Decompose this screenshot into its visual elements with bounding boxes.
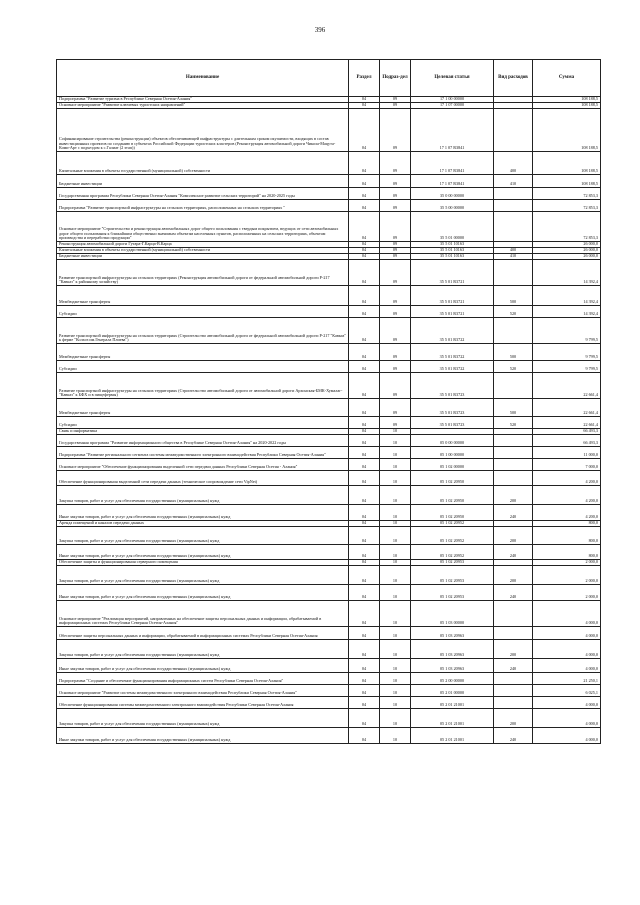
table-row [57,659,601,673]
table-row [57,459,601,471]
cell-subsection: 10 [380,471,411,486]
cell-subsection: 10 [380,697,411,709]
cell-subsection: 09 [380,109,411,152]
cell-target-item: 35 0 00 00000 [411,188,494,200]
cell-name: Межбюджетные трансферты [57,286,349,306]
cell-target-item: 05 1 02 20952 [411,527,494,545]
cell-subsection: 10 [380,673,411,685]
cell-subsection: 09 [380,188,411,200]
table-row [57,306,601,318]
table-row [57,286,601,306]
cell-section: 04 [349,659,380,673]
cell-target-item: 35 5 01 R3721 [411,306,494,318]
cell-expense-type [494,697,533,709]
page-number: 396 [314,26,326,34]
cell-expense-type: 200 [494,640,533,659]
cell-target-item: 05 1 02 20950 [411,505,494,521]
cell-target-item: 35 5 01 R3723 [411,399,494,417]
cell-subsection: 09 [380,212,411,242]
table-row [57,673,601,685]
cell-section: 04 [349,254,380,260]
cell-expense-type [494,685,533,697]
cell-subsection: 10 [380,585,411,601]
cell-subsection: 10 [380,566,411,585]
cell-section: 04 [349,697,380,709]
cell-section: 04 [349,640,380,659]
cell-expense-type [494,212,533,242]
cell-target-item: 05 1 02 20953 [411,585,494,601]
cell-subsection: 10 [380,447,411,459]
cell-section: 04 [349,399,380,417]
cell-amount: 800,0 [533,521,601,527]
cell-name: Развитие транспортной инфраструктуры на сельских территориях (Реконструкция автомобильной дороги от федеральной автомобильной дороги Р-217 "Кавказ" к районному хозяйству) [57,260,349,286]
table-row [57,373,601,399]
cell-section: 04 [349,286,380,306]
header-section: Раздел [349,60,380,97]
cell-amount: 4 000,0 [533,697,601,709]
cell-name: Основное мероприятие "Развитие ключевых туристских направлений" [57,103,349,109]
header-target-item: Целевая статья [411,60,494,97]
cell-expense-type [494,200,533,212]
cell-subsection: 09 [380,152,411,175]
cell-target-item: 05 1 02 20950 [411,486,494,505]
table-row [57,212,601,242]
cell-target-item: 17 1 07 R3841 [411,175,494,188]
cell-expense-type: 520 [494,417,533,429]
cell-expense-type [494,447,533,459]
cell-target-item: 05 1 03 20963 [411,627,494,640]
cell-subsection: 09 [380,344,411,361]
cell-subsection: 10 [380,429,411,435]
cell-target-item: 35 5 01 10163 [411,242,494,248]
cell-section: 04 [349,527,380,545]
table-row [57,685,601,697]
cell-section: 04 [349,242,380,248]
table-row [57,709,601,728]
cell-name: Иные закупки товаров, работ и услуг для обеспечения государственных (муниципальных) нужд [57,505,349,521]
cell-name: Бюджетные инвестиции [57,175,349,188]
cell-amount: 4 200,0 [533,505,601,521]
cell-expense-type [494,109,533,152]
cell-section: 04 [349,97,380,103]
table-row [57,152,601,175]
cell-section: 04 [349,435,380,447]
table-row [57,471,601,486]
cell-subsection: 09 [380,361,411,373]
cell-subsection: 10 [380,659,411,673]
cell-amount: 72 853,3 [533,188,601,200]
table-row [57,435,601,447]
table-row [57,601,601,627]
cell-name: Закупка товаров, работ и услуг для обеспечения государственных (муниципальных) нужд [57,486,349,505]
cell-section: 04 [349,103,380,109]
cell-subsection: 09 [380,242,411,248]
table-row [57,344,601,361]
cell-section: 04 [349,709,380,728]
cell-name: Обеспечение функционирования выделенной сети передачи данных (техническое сопровождение сети VipNet) [57,471,349,486]
table-row [57,627,601,640]
cell-amount: 26 000,0 [533,254,601,260]
table-row [57,417,601,429]
cell-name: Подпрограмма "Создание и обеспечение функционирования информационных систем Республики Северная Осетия-Алания" [57,673,349,685]
cell-target-item: 05 2 01 21001 [411,709,494,728]
cell-amount: 9 799,5 [533,361,601,373]
cell-expense-type [494,188,533,200]
cell-target-item: 17 1 00 00000 [411,97,494,103]
cell-name: Закупка товаров, работ и услуг для обеспечения государственных (муниципальных) нужд [57,527,349,545]
table-row [57,527,601,545]
cell-amount: 2 000,0 [533,585,601,601]
cell-name: Подпрограмма "Развитие регионального сегмента системы межведомственного электронного взаимодействия Республики Северная Осетия-Алания" [57,447,349,459]
cell-section: 04 [349,318,380,344]
cell-amount: 26 000,0 [533,248,601,254]
table-row [57,175,601,188]
cell-subsection: 10 [380,709,411,728]
cell-target-item: 05 1 00 00000 [411,447,494,459]
cell-section: 04 [349,486,380,505]
cell-subsection: 10 [380,486,411,505]
cell-amount: 14 392,4 [533,306,601,318]
cell-subsection: 09 [380,200,411,212]
cell-section: 04 [349,248,380,254]
cell-target-item: 35 5 01 R3721 [411,260,494,286]
cell-section: 04 [349,627,380,640]
cell-section: 04 [349,585,380,601]
cell-expense-type: 200 [494,486,533,505]
table-row [57,566,601,585]
cell-section: 04 [349,344,380,361]
cell-subsection: 09 [380,248,411,254]
cell-name: Субсидии [57,361,349,373]
cell-amount: 22 661,4 [533,373,601,399]
cell-name: Обеспечение функционирования системы межведомственного электронного взаимодействия Республики Северная Осетия-Алания [57,697,349,709]
cell-target-item: 05 2 01 21001 [411,697,494,709]
cell-name: Реконструкция автомобильной дороги Гутара-Г.Карца-В.Карца [57,242,349,248]
cell-subsection: 09 [380,175,411,188]
cell-expense-type: 500 [494,286,533,306]
cell-name: Бюджетные инвестиции [57,254,349,260]
cell-amount: 2 000,0 [533,560,601,566]
cell-amount: 14 392,4 [533,286,601,306]
cell-target-item: 05 1 03 20963 [411,640,494,659]
cell-name: Основное мероприятие "Развитие системы межведомственного электронного взаимодействия Республики Северная Осетия-Алания" [57,685,349,697]
cell-target-item: 35 5 01 00000 [411,212,494,242]
cell-target-item: 05 1 03 20963 [411,659,494,673]
table-row [57,200,601,212]
cell-amount: 2 000,0 [533,566,601,585]
cell-amount: 4 200,0 [533,486,601,505]
cell-expense-type [494,318,533,344]
cell-section: 04 [349,260,380,286]
cell-expense-type: 500 [494,399,533,417]
cell-name: Связь и информатика [57,429,349,435]
cell-target-item: 35 5 01 R3723 [411,417,494,429]
table-row [57,486,601,505]
cell-name: Межбюджетные трансферты [57,344,349,361]
cell-amount: 108 188,5 [533,152,601,175]
cell-amount: 4 000,0 [533,728,601,744]
cell-subsection: 10 [380,601,411,627]
cell-target-item: 17 1 07 R3841 [411,152,494,175]
cell-name: Капитальные вложения в объекты государственной (муниципальной) собственности [57,248,349,254]
table-row [57,640,601,659]
cell-name: Закупка товаров, работ и услуг для обеспечения государственных (муниципальных) нужд [57,566,349,585]
cell-section: 04 [349,459,380,471]
cell-section: 04 [349,545,380,560]
cell-amount: 21 250,1 [533,673,601,685]
cell-name: Межбюджетные трансферты [57,399,349,417]
header-amount: Сумма [533,60,601,97]
cell-amount: 800,0 [533,545,601,560]
cell-name: Основное мероприятие "Реализация мероприятий, направленных на обеспечение защиты персональных данных и информации, обрабатываемой в информационных системах Республики Северная Осетия-Алания" [57,601,349,627]
cell-target-item: 05 2 00 00000 [411,673,494,685]
cell-amount: 72 853,3 [533,212,601,242]
cell-subsection: 10 [380,521,411,527]
cell-target-item: 17 1 07 00000 [411,103,494,109]
cell-section: 04 [349,373,380,399]
cell-subsection: 09 [380,97,411,103]
cell-expense-type [494,260,533,286]
cell-amount: 800,0 [533,527,601,545]
cell-expense-type: 240 [494,728,533,744]
cell-name: Развитие транспортной инфраструктуры на сельских территориях (Строительство автомобильной дороги от автомобильной дороги Архонская-БМК-Хумалаг-"Кавказ" к БФХ и в пищефермы) [57,373,349,399]
cell-expense-type: 500 [494,344,533,361]
cell-amount: 22 661,4 [533,399,601,417]
cell-name: Основное мероприятие "Обеспечение функционирования выделенной сети передачи данных Республики Северная Осетия - Алания" [57,459,349,471]
cell-section: 04 [349,361,380,373]
cell-amount: 14 392,4 [533,260,601,286]
cell-subsection: 10 [380,545,411,560]
cell-expense-type: 200 [494,527,533,545]
cell-expense-type: 240 [494,545,533,560]
cell-amount: 4 200,0 [533,471,601,486]
cell-section: 04 [349,505,380,521]
cell-subsection: 09 [380,260,411,286]
cell-amount: 108 188,5 [533,175,601,188]
cell-subsection: 09 [380,254,411,260]
cell-amount: 108 188,5 [533,97,601,103]
cell-expense-type: 400 [494,152,533,175]
cell-subsection: 10 [380,527,411,545]
cell-subsection: 09 [380,373,411,399]
cell-expense-type [494,459,533,471]
cell-amount: 108 188,5 [533,109,601,152]
cell-expense-type [494,601,533,627]
cell-name: Обеспечение защиты и функционирования серверного помещения [57,560,349,566]
header-subsection: Подраз-дел [380,60,411,97]
cell-section: 04 [349,109,380,152]
cell-amount: 66 493,3 [533,429,601,435]
cell-amount: 6 025,1 [533,685,601,697]
cell-name: Основное мероприятие "Строительство и реконструкция автомобильных дорог общего пользования с твердым покрытием, ведущих от сети автомобильных дорог общего пользования к ближайшим общественно значимым объектам населенных пунктов, расположенных на сельских территориях, объектам производства и переработки продукции" [57,212,349,242]
cell-name: Софинансирование строительства (реконструкции) объектов обеспечивающей инфраструктуры с длительным сроком окупаемости, входящих в состав инвестиционных проектов по созданию в субъектах Российской Федерации туристских кластеров (Реконструкция автомобильной дороги Чикола-Мацута-Коми-Арт с подъездом к с.Галиат (2 этап)) [57,109,349,152]
cell-subsection: 09 [380,286,411,306]
cell-subsection: 10 [380,640,411,659]
cell-amount: 72 853,3 [533,200,601,212]
cell-subsection: 09 [380,399,411,417]
cell-expense-type: 240 [494,659,533,673]
cell-section: 04 [349,306,380,318]
cell-name: Закупка товаров, работ и услуг для обеспечения государственных (муниципальных) нужд [57,709,349,728]
cell-name: Аренда помещений и каналов передачи данных [57,521,349,527]
cell-amount: 108 188,5 [533,103,601,109]
cell-subsection: 09 [380,417,411,429]
table-row [57,188,601,200]
cell-amount: 9 799,5 [533,318,601,344]
cell-expense-type: 520 [494,306,533,318]
cell-target-item: 05 1 02 20952 [411,521,494,527]
cell-target-item: 05 1 02 20952 [411,545,494,560]
cell-target-item: 05 1 02 20950 [411,471,494,486]
cell-target-item: 05 0 00 00000 [411,435,494,447]
cell-expense-type: 200 [494,709,533,728]
cell-target-item: 05 1 03 00000 [411,601,494,627]
cell-expense-type [494,373,533,399]
cell-subsection: 09 [380,306,411,318]
table-row [57,697,601,709]
table-row [57,505,601,521]
cell-section: 04 [349,566,380,585]
cell-section: 04 [349,560,380,566]
table-body [57,97,601,744]
cell-section: 04 [349,175,380,188]
table-row [57,399,601,417]
header-name: Наименование [57,60,349,97]
cell-target-item: 35 5 01 R3721 [411,286,494,306]
cell-section: 04 [349,152,380,175]
cell-name: Развитие транспортной инфраструктуры на сельских территориях (Строительство автомобильной дороги от федеральной автомобильной дороги Р-217 "Кавказ" к ферме "Колхоз им.Генерала Плиева") [57,318,349,344]
cell-name: Государственная программа Республики Северная Осетия-Алания "Комплексное развитие сельских территорий" на 2020-2025 годы [57,188,349,200]
cell-name: Обеспечение защиты персональных данных и информации, обрабатываемой в информационных системах Республики Северная Осетия-Алания [57,627,349,640]
table-row [57,585,601,601]
cell-target-item: 17 1 07 R3841 [411,109,494,152]
cell-name: Иные закупки товаров, работ и услуг для обеспечения государственных (муниципальных) нужд [57,545,349,560]
cell-subsection: 10 [380,459,411,471]
table-row [57,447,601,459]
cell-expense-type: 410 [494,175,533,188]
table-row [57,260,601,286]
cell-subsection: 10 [380,627,411,640]
cell-target-item: 05 2 01 00000 [411,685,494,697]
cell-amount: 22 661,4 [533,417,601,429]
cell-subsection: 10 [380,685,411,697]
cell-section: 04 [349,429,380,435]
cell-name: Иные закупки товаров, работ и услуг для обеспечения государственных (муниципальных) нужд [57,728,349,744]
cell-target-item: 35 5 01 10163 [411,248,494,254]
table-row [57,545,601,560]
table-row [57,318,601,344]
cell-target-item: 35 5 01 R3722 [411,344,494,361]
cell-section: 04 [349,471,380,486]
cell-name: Закупка товаров, работ и услуг для обеспечения государственных (муниципальных) нужд [57,640,349,659]
cell-name: Субсидии [57,417,349,429]
cell-subsection: 10 [380,728,411,744]
cell-section: 04 [349,212,380,242]
cell-expense-type [494,673,533,685]
cell-section: 04 [349,601,380,627]
cell-target-item: 35 5 01 R3722 [411,361,494,373]
cell-target-item: 35 5 00 00000 [411,200,494,212]
cell-section: 04 [349,417,380,429]
cell-amount: 66 493,3 [533,435,601,447]
cell-section: 04 [349,447,380,459]
cell-target-item: 05 1 02 20953 [411,566,494,585]
cell-amount: 9 799,5 [533,344,601,361]
cell-amount: 26 000,0 [533,242,601,248]
budget-table [56,59,601,744]
table-row [57,361,601,373]
cell-target-item: 05 1 02 20953 [411,560,494,566]
cell-target-item: 05 1 02 00000 [411,459,494,471]
cell-target-item: 05 2 01 21001 [411,728,494,744]
cell-section: 04 [349,200,380,212]
cell-amount: 4 000,0 [533,659,601,673]
cell-name: Иные закупки товаров, работ и услуг для обеспечения государственных (муниципальных) нужд [57,659,349,673]
cell-section: 04 [349,188,380,200]
cell-name: Подпрограмма "Развитие транспортной инфраструктуры на сельских территориях, расположенных на сельских территориях " [57,200,349,212]
cell-expense-type: 200 [494,566,533,585]
cell-name: Субсидии [57,306,349,318]
cell-subsection: 10 [380,505,411,521]
cell-subsection: 09 [380,318,411,344]
cell-section: 04 [349,685,380,697]
cell-name: Государственная программа "Развитие информационного общества в Республике Северная Осетия-Алания" на 2020-2022 годы [57,435,349,447]
cell-section: 04 [349,728,380,744]
cell-target-item: 35 5 01 R3722 [411,318,494,344]
header-expense-type: Вид расходов [494,60,533,97]
cell-amount: 11 000,0 [533,447,601,459]
cell-section: 04 [349,673,380,685]
table-row [57,728,601,744]
cell-expense-type: 410 [494,254,533,260]
cell-target-item: 35 5 01 R3723 [411,373,494,399]
cell-expense-type: 240 [494,585,533,601]
cell-amount: 4 000,0 [533,627,601,640]
cell-target-item: 35 5 01 10163 [411,254,494,260]
cell-amount: 7 000,0 [533,459,601,471]
cell-section: 04 [349,521,380,527]
cell-expense-type [494,471,533,486]
cell-expense-type: 400 [494,248,533,254]
cell-expense-type [494,627,533,640]
cell-name: Иные закупки товаров, работ и услуг для обеспечения государственных (муниципальных) нужд [57,585,349,601]
cell-amount: 4 000,0 [533,640,601,659]
cell-subsection: 10 [380,560,411,566]
table-header-row [57,60,601,97]
cell-amount: 4 000,0 [533,709,601,728]
cell-amount: 4 000,0 [533,601,601,627]
table-row [57,109,601,152]
cell-name: Подпрограмма "Развитие туризма в Республике Северная Осетия-Алания" [57,97,349,103]
cell-subsection: 09 [380,103,411,109]
cell-name: Капитальные вложения в объекты государственной (муниципальной) собственности [57,152,349,175]
cell-expense-type [494,435,533,447]
cell-subsection: 10 [380,435,411,447]
cell-expense-type: 520 [494,361,533,373]
cell-expense-type: 240 [494,505,533,521]
